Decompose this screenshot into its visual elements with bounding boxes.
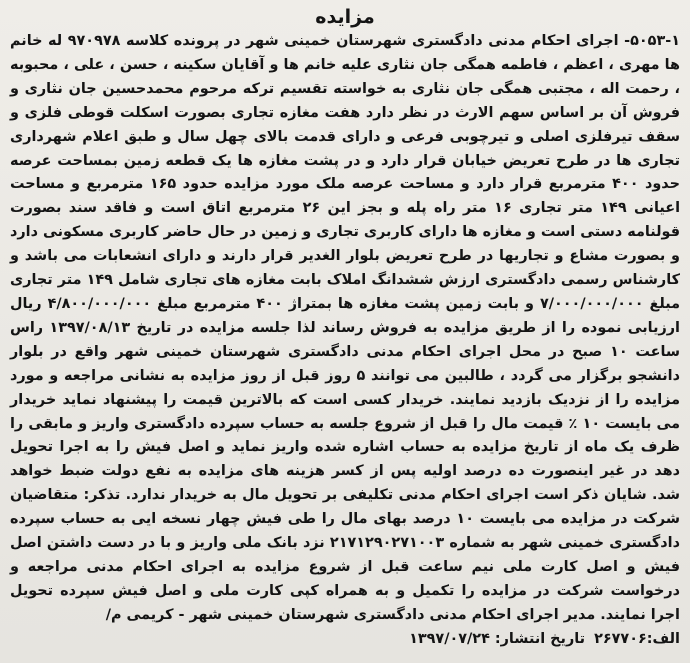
notice-body bbox=[10, 30, 680, 628]
notice-code: الف:۲۶۷۷۰۶ bbox=[594, 630, 680, 647]
notice-footer bbox=[10, 628, 680, 652]
publish-date: تاریخ انتشار: ۱۳۹۷/۰۷/۲۴ bbox=[409, 630, 586, 647]
notice-body-text: ۵۰۵۳-۱- اجرای احکام مدنی دادگستری شهرستان خمینی شهر در پرونده کلاسه ۹۷۰۹۷۸ له خانم ها مهری ، اعظم ، فاطمه همگی جان نثاری علیه خانم ها و آقایان سکینه ، حسن ، علی ، محبوبه ، رحمت اله ، مجتبی همگی جان نثاری به خواسته تقسیم ترکه مرحوم محمدحسین جان نثاری و فروش آن بر اساس سهم الارث در نظر دارد هفت مغازه تجاری بصورت اسکلت قوطی فلزی و سقف تیرفلزی اصلی و تیرچوبی فرعی و دارای قدمت بالای چهل سال و طبق اعلام شهرداری تجاری ها در طرح تعریض خیابان قرار دارد و در پشت مغازه ها یک قطعه زمین بمساحت عرصه حدود ۴۰۰ مترمربع قرار دارد و مساحت عرصه ملک مورد مزایده حدود ۱۶۵ مترمربع و مساحت اعیانی ۱۴۹ متر تجاری ۱۶ متر راه پله و بجز این ۲۶ مترمربع اتاق است و فاقد سند بصورت قولنامه دستی است و مغازه ها دارای کاربری تجاری و زمین در حال حاضر کاربری مسکونی دارد و بصورت مشاع و تجاریها در طرح تعریض بلوار الغدیر قرار دارند و دارای انشعابات می باشد و کارشناس رسمی دادگستری ارزش ششدانگ املاک بابت مغازه های تجاری شامل ۱۴۹ متر تجاری مبلغ ۷/۰۰۰/۰۰۰/۰۰۰ و بابت زمین پشت مغازه ها بمتراژ ۴۰۰ مترمربع مبلغ ۴/۸۰۰/۰۰۰/۰۰۰ ریال ارزیابی نموده را از طریق مزایده به فروش رساند لذا جلسه مزایده در تاریخ ۱۳۹۷/۰۸/۱۳ راس ساعت ۱۰ صبح در محل اجرای احکام مدنی دادگستری شهرستان خمینی شهر واقع در بلوار دانشجو برگزار می گردد ، طالبین می توانند ۵ روز قبل از روز مزایده به نشانی مراجعه و مورد مزایده را از نزدیک بازدید نمایند. خریدار کسی است که بالاترین قیمت را پیشنهاد نماید خریدار می بایست ۱۰ ٪ قیمت مال را قبل از شروع جلسه به حساب سپرده دادگستری واریز و مابقی را ظرف یک ماه از تاریخ مزایده به حساب اشاره شده واریز نماید و اصل فیش را به اجرا تحویل دهد در غیر اینصورت ده درصد اولیه پس از کسر هزینه های مزایده به نفع دولت ضبط خواهد شد. شایان ذکر است اجرای احکام مدنی تکلیفی بر تحویل مال به خریدار ندارد. تذکر: متقاضیان شرکت در مزایده می بایست ۱۰ درصد بهای مال را طی فیش چهار نسخه ایی به حساب سپرده دادگستری خمینی شهر به شماره ۲۱۷۱۲۹۰۲۷۱۰۰۳ نزد بانک ملی واریز و با در دست داشتن اصل فیش و اصل کارت ملی نیم ساعت قبل از شروع مزایده به اجرای احکام مدنی مراجعه و درخواست شرکت در مزایده را تکمیل و به همراه کپی کارت ملی و اصل فیش سپرده تحویل اجرا نمایند. مدیر اجرای احکام مدنی دادگستری شهرستان خمینی شهر - کریمی م/ bbox=[10, 33, 681, 623]
notice-title: مزایده bbox=[315, 6, 375, 28]
